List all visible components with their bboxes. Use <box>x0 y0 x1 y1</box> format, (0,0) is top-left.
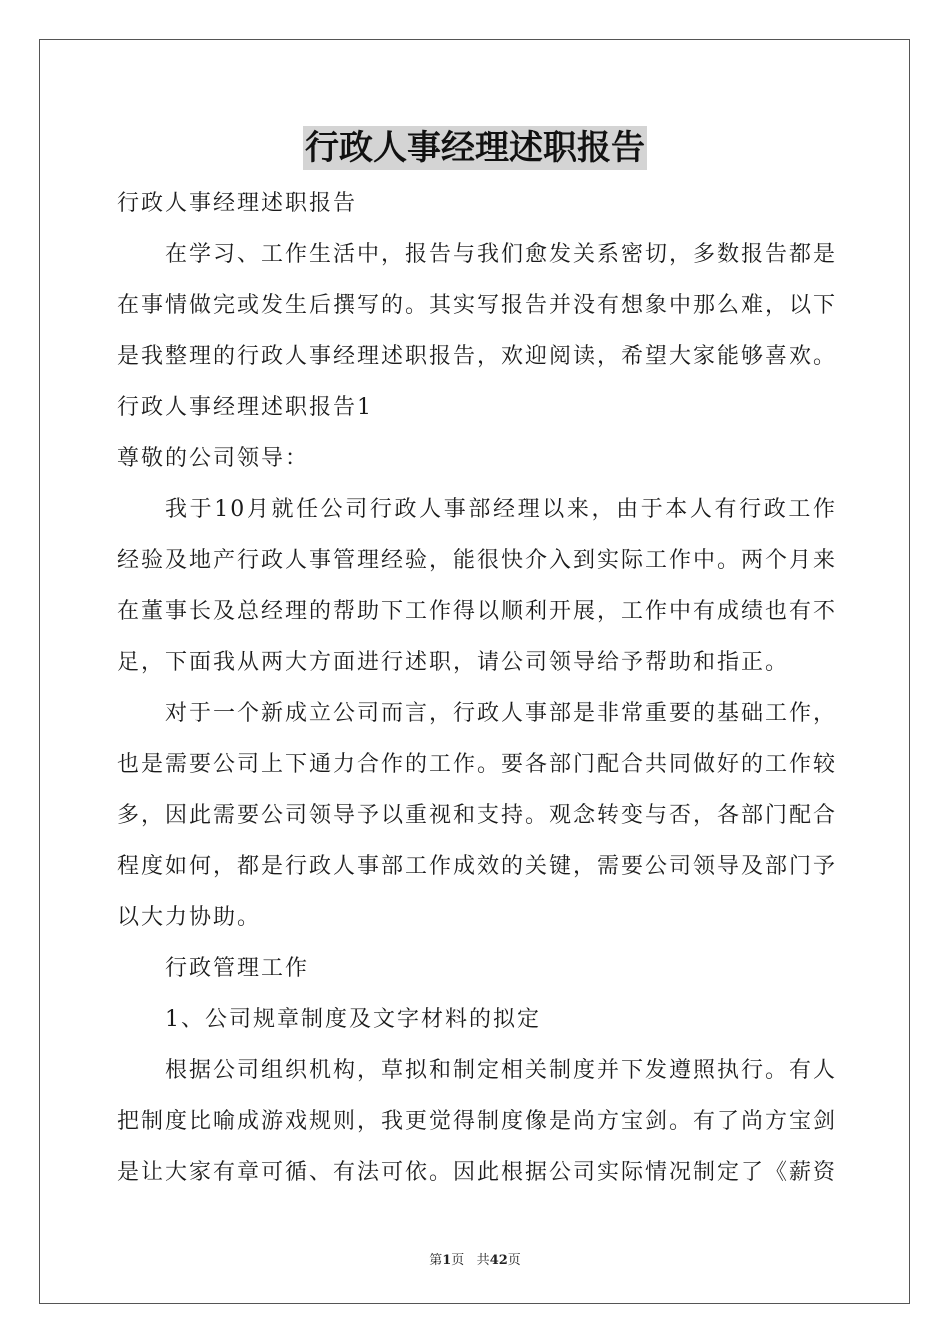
salutation: 尊敬的公司领导： <box>117 446 310 471</box>
footer-total-pages: 42 <box>489 1253 508 1268</box>
sub-heading-rules: 1、公司规章制度及文字材料的拟定 <box>165 1007 541 1032</box>
body-paragraph-2: 对于一个新成立公司而言，行政人事部是非常重要的基础工作，也是需要公司上下通力合作的工作。要各部门配合共同做好的工作较多，因此需要公司领导予以重视和支持。观念转变与否，各部门配合程度如何，都是行政人事部工作成效的关键，需要公司领导及部门予以大力协助。 <box>117 701 838 930</box>
document-title: 行政人事经理述职报告 <box>305 128 645 168</box>
footer-prefix: 第 <box>429 1253 443 1268</box>
footer-page-suffix: 页 <box>451 1253 465 1268</box>
sub-heading-admin: 行政管理工作 <box>165 956 310 981</box>
body-paragraph-1: 我于10月就任公司行政人事部经理以来，由于本人有行政工作经验及地产行政人事管理经验，能很快介入到实际工作中。两个月来在董事长及总经理的帮助下工作得以顺利开展，工作中有成绩也有不足，下面我从两大方面进行述职，请公司领导给予帮助和指正。 <box>117 497 838 675</box>
page-footer <box>0 1249 950 1268</box>
footer-page-number: 1 <box>442 1253 452 1268</box>
document-body <box>117 178 837 1198</box>
body-paragraph-3: 根据公司组织机构，草拟和制定相关制度并下发遵照执行。有人把制度比喻成游戏规则，我更觉得制度像是尚方宝剑。有了尚方宝剑是让大家有章可循、有法可依。因此根据公司实际情况制定了《薪资 <box>117 1058 838 1185</box>
document-subtitle: 行政人事经理述职报告 <box>117 191 358 216</box>
footer-total-suffix: 页 <box>507 1253 521 1268</box>
title-container <box>0 126 950 170</box>
footer-total-prefix: 共 <box>476 1253 490 1268</box>
section-heading: 行政人事经理述职报告1 <box>117 395 373 420</box>
intro-paragraph: 在学习、工作生活中，报告与我们愈发关系密切，多数报告都是在事情做完或发生后撰写的。其实写报告并没有想象中那么难，以下是我整理的行政人事经理述职报告，欢迎阅读，希望大家能够喜欢。 <box>117 242 838 369</box>
